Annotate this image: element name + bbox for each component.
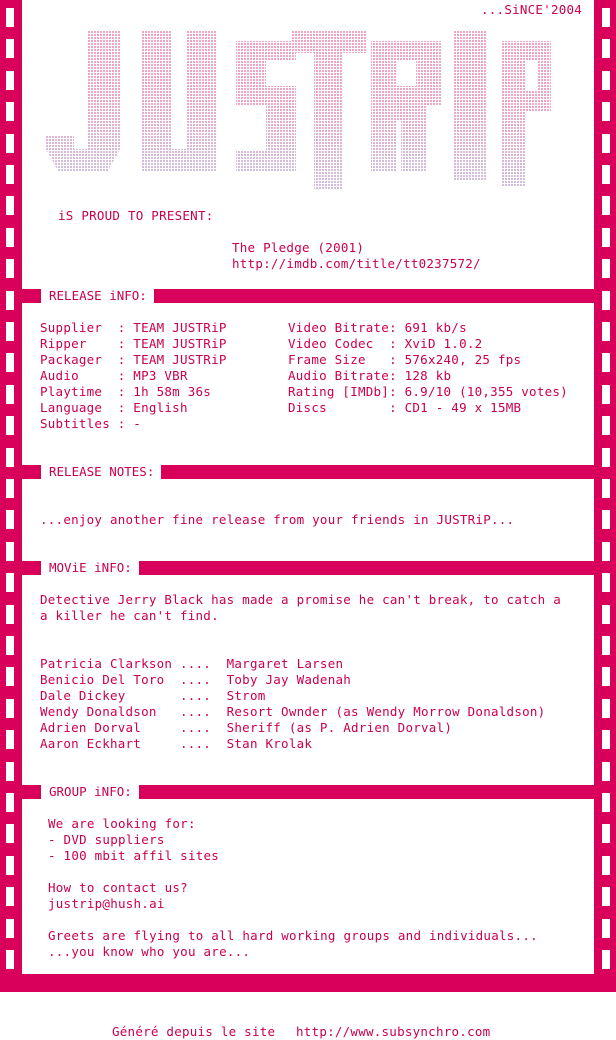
- film-hole: [6, 762, 14, 781]
- film-hole: [602, 950, 610, 969]
- film-hole: [602, 259, 610, 278]
- release-info-row: Audio Bitrate: 128 kb: [288, 368, 452, 383]
- film-hole: [602, 385, 610, 404]
- release-info-row: Language : English: [40, 400, 188, 415]
- proud-to-present: iS PROUD TO PRESENT:: [58, 208, 214, 223]
- film-hole: [6, 824, 14, 843]
- film-hole: [602, 448, 610, 467]
- film-hole: [6, 165, 14, 184]
- plot-line-2: a killer he can't find.: [40, 608, 219, 623]
- film-hole: [6, 39, 14, 58]
- film-hole: [6, 636, 14, 655]
- looking-for: We are looking for:: [48, 816, 196, 831]
- group-info-label: GROUP iNFO:: [41, 785, 139, 799]
- film-hole: [602, 479, 610, 498]
- film-hole: [602, 856, 610, 875]
- since-tag: ...SiNCE'2004: [481, 2, 583, 17]
- film-hole: [6, 479, 14, 498]
- film-hole: [602, 573, 610, 592]
- film-hole: [602, 793, 610, 812]
- film-hole: [602, 39, 610, 58]
- film-hole: [602, 134, 610, 153]
- film-hole: [602, 762, 610, 781]
- imdb-link[interactable]: http://imdb.com/title/tt0237572/: [232, 256, 481, 271]
- movie-title: The Pledge (2001): [232, 240, 365, 255]
- release-info-row: Video Bitrate: 691 kb/s: [288, 320, 467, 335]
- greets-line-1: Greets are flying to all hard working groups and individuals...: [48, 928, 538, 943]
- film-hole: [6, 322, 14, 341]
- contact-email[interactable]: justrip@hush.ai: [48, 896, 165, 911]
- film-hole: [6, 228, 14, 247]
- film-hole: [6, 699, 14, 718]
- release-notes-text: ...enjoy another fine release from your friends in JUSTRiP...: [40, 512, 515, 527]
- film-hole: [6, 730, 14, 749]
- film-hole: [602, 8, 610, 27]
- release-info-row: Packager : TEAM JUSTRiP: [40, 352, 227, 367]
- film-hole: [6, 793, 14, 812]
- release-info-row: Supplier : TEAM JUSTRiP: [40, 320, 227, 335]
- film-hole: [6, 919, 14, 938]
- release-notes-label: RELEASE NOTES:: [41, 465, 161, 479]
- cast-row: Adrien Dorval .... Sheriff (as P. Adrien Dorval): [40, 720, 453, 735]
- contact-question: How to contact us?: [48, 880, 188, 895]
- film-hole: [602, 667, 610, 686]
- film-hole: [602, 636, 610, 655]
- film-hole: [602, 196, 610, 215]
- film-hole: [602, 824, 610, 843]
- film-hole: [602, 416, 610, 435]
- release-info-row: Playtime : 1h 58m 36s: [40, 384, 212, 399]
- film-hole: [602, 71, 610, 90]
- film-hole: [602, 291, 610, 310]
- film-hole: [6, 573, 14, 592]
- justrip-logo: [46, 31, 556, 193]
- footer-link[interactable]: http://www.subsynchro.com: [296, 1024, 491, 1039]
- release-info-row: Discs : CD1 - 49 x 15MB: [288, 400, 522, 415]
- film-hole: [6, 196, 14, 215]
- film-hole: [6, 605, 14, 624]
- looking-item-1: - DVD suppliers: [48, 832, 165, 847]
- film-hole: [6, 71, 14, 90]
- release-info-row: Subtitles : -: [40, 416, 142, 431]
- cast-row: Patricia Clarkson .... Margaret Larsen: [40, 656, 344, 671]
- film-hole: [6, 291, 14, 310]
- film-hole: [602, 730, 610, 749]
- release-info-row: Video Codec : XviD 1.0.2: [288, 336, 483, 351]
- film-hole: [6, 385, 14, 404]
- film-hole: [602, 699, 610, 718]
- cast-row: Wendy Donaldson .... Resort Ownder (as Wendy Morrow Donaldson): [40, 704, 546, 719]
- release-info-row: Ripper : TEAM JUSTRiP: [40, 336, 227, 351]
- cast-row: Aaron Eckhart .... Stan Krolak: [40, 736, 313, 751]
- film-hole: [602, 542, 610, 561]
- film-hole: [602, 228, 610, 247]
- release-info-row: Rating [IMDb]: 6.9/10 (10,355 votes): [288, 384, 568, 399]
- film-hole: [602, 510, 610, 529]
- film-hole: [6, 856, 14, 875]
- film-hole: [6, 134, 14, 153]
- release-info-label: RELEASE iNFO:: [41, 289, 154, 303]
- film-hole: [6, 8, 14, 27]
- film-hole: [6, 259, 14, 278]
- greets-line-2: ...you know who you are...: [48, 944, 251, 959]
- film-hole: [6, 448, 14, 467]
- film-hole: [6, 542, 14, 561]
- film-hole: [6, 416, 14, 435]
- plot-line-1: Detective Jerry Black has made a promise he can't break, to catch a: [40, 592, 561, 607]
- film-hole: [602, 165, 610, 184]
- film-hole: [602, 102, 610, 121]
- movie-info-label: MOViE iNFO:: [41, 561, 139, 575]
- release-info-row: Audio : MP3 VBR: [40, 368, 188, 383]
- film-hole: [6, 510, 14, 529]
- footer-prefix: Généré depuis le site: [112, 1024, 276, 1039]
- film-hole: [602, 919, 610, 938]
- film-hole: [6, 667, 14, 686]
- cast-row: Benicio Del Toro .... Toby Jay Wadenah: [40, 672, 352, 687]
- looking-item-2: - 100 mbit affil sites: [48, 848, 220, 863]
- film-hole: [6, 102, 14, 121]
- cast-row: Dale Dickey .... Strom: [40, 688, 266, 703]
- film-hole: [6, 353, 14, 372]
- film-hole: [6, 887, 14, 906]
- film-hole: [602, 353, 610, 372]
- film-hole: [602, 605, 610, 624]
- film-hole: [6, 950, 14, 969]
- release-info-row: Frame Size : 576x240, 25 fps: [288, 352, 522, 367]
- film-hole: [602, 322, 610, 341]
- film-hole: [602, 887, 610, 906]
